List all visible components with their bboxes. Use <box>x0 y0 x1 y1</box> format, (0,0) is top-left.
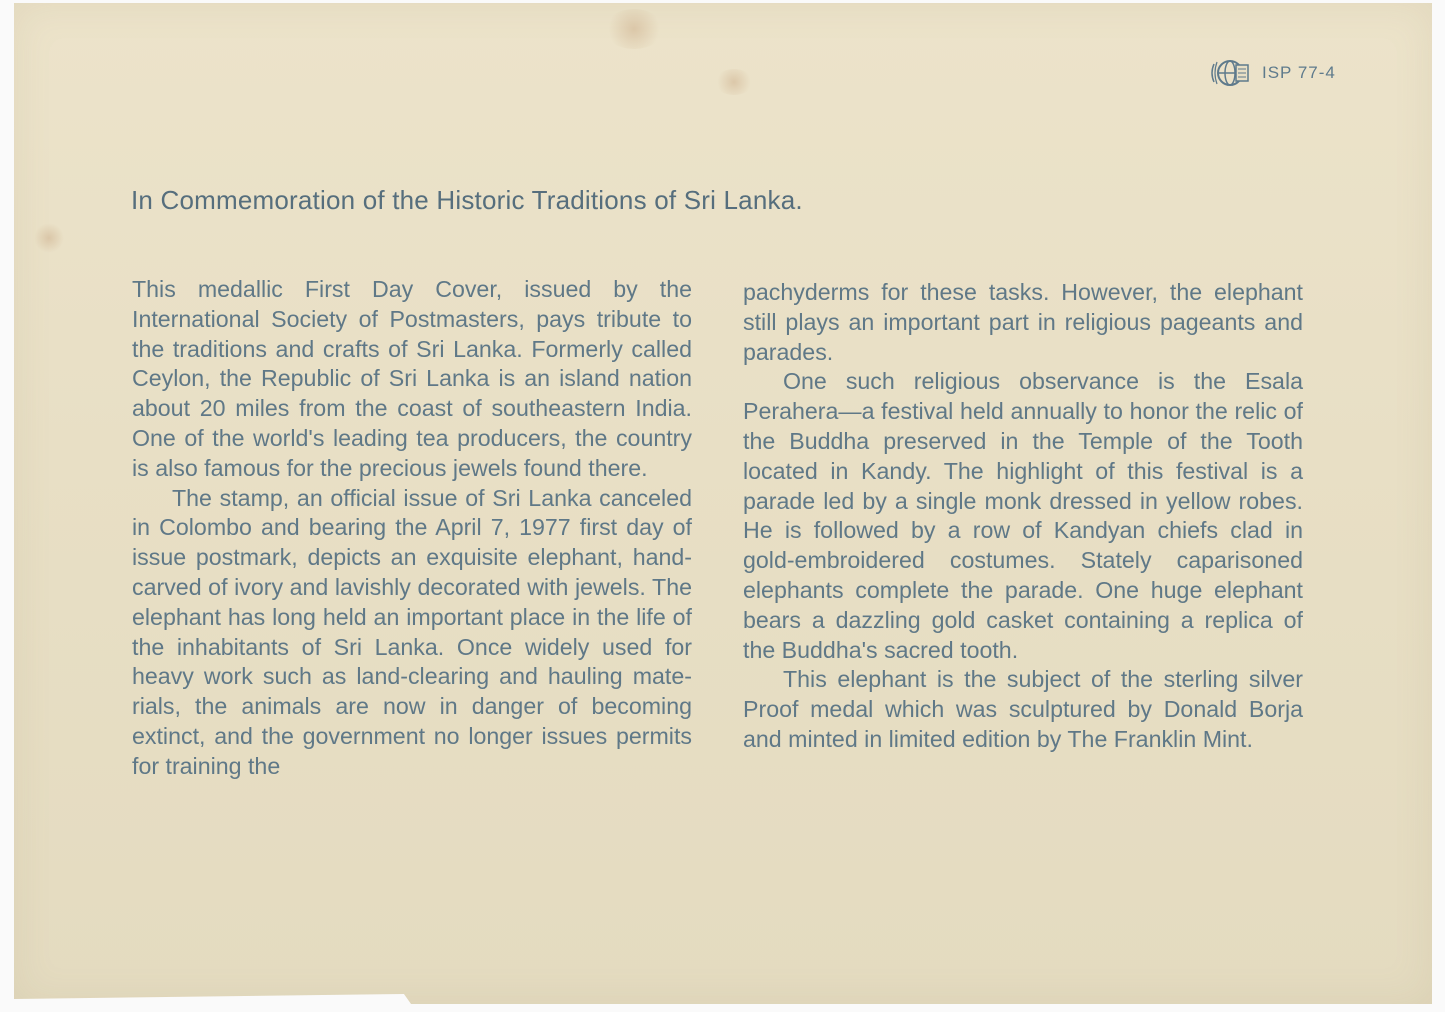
issue-code: ISP 77-4 <box>1262 63 1336 82</box>
paragraph: pachyderms for these tasks. However, the elephant still plays an important part in religious pageants and parades. <box>743 279 1303 365</box>
paragraph: This medallic First Day Cover, issued by the International Society of Postmasters, pays tribute to the traditions and crafts of Sri Lanka. Formerly called Ceylon, the Republic of Sri Lanka is an island nation about 20 miles from the coast of southeastern India. One of the world's leading tea producers, the country is also famous for the precious jewels found there. <box>132 276 692 481</box>
paper-stain <box>714 69 754 95</box>
left-column <box>132 275 692 782</box>
globe-envelope-icon <box>1208 56 1252 90</box>
paragraph: The stamp, an official issue of Sri Lanka canceled in Colombo and bearing the April 7, 1977 first day of issue postmark, depicts an exquisite elephant, hand-carved of ivory and lavishly decorated with jewels. The elephant has long held an important place in the life of the inhabitants of Sri Lanka. Once widely used for heavy work such as land-clearing and hauling materials, the animals are now in danger of becoming extinct, and the government no longer issues permits for training the <box>132 484 692 779</box>
paragraph: This elephant is the subject of the sterling silver Proof medal which was sculptured by Donald Borja and minted in limited edition by The Franklin Mint. <box>743 666 1303 752</box>
publisher-mark <box>1208 56 1336 90</box>
paper-stain <box>604 9 664 49</box>
right-column <box>743 278 1303 755</box>
paper-stain <box>34 223 64 253</box>
page-title: In Commemoration of the Historic Traditions of Sri Lanka. <box>131 185 803 215</box>
paragraph: One such religious observance is the Esala Perahera—a festival held annually to honor the relic of the Buddha preserved in the Temple of the Tooth located in Kandy. The highlight of this festival is a parade led by a single monk dressed in yellow robes. He is followed by a row of Kandyan chiefs clad in gold-embroidered costumes. Stately caparisoned elephants complete the parade. One huge elephant bears a dazzling gold casket containing a replica of the Buddha's sacred tooth. <box>743 368 1303 663</box>
